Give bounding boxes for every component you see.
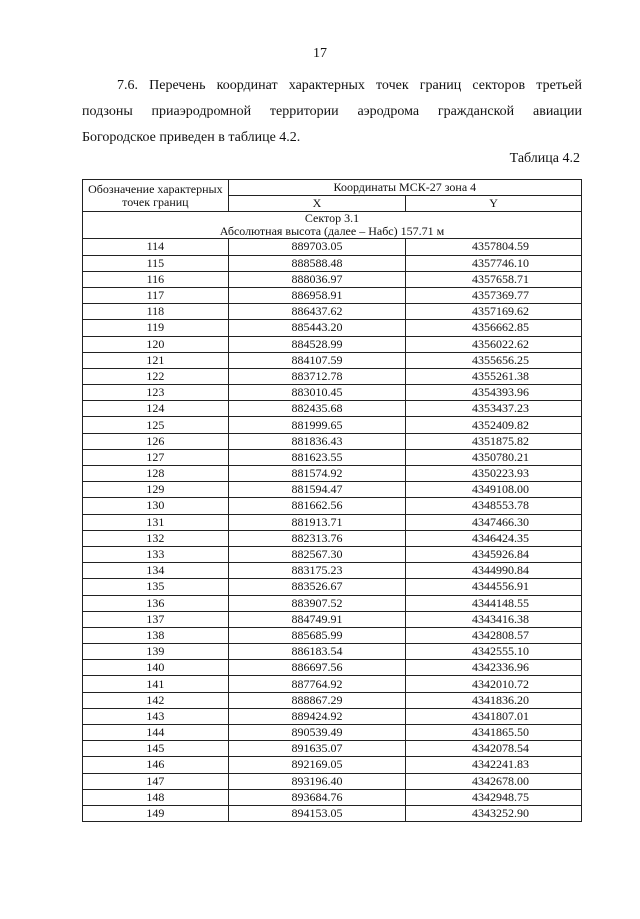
x-coordinate-cell: 889424.92 [228,708,406,724]
x-coordinate-cell: 882435.68 [228,401,406,417]
table-row [83,692,582,708]
x-coordinate-cell: 888588.48 [228,255,406,271]
y-coordinate-cell: 4356022.62 [406,336,582,352]
y-coordinate-cell: 4357369.77 [406,287,582,303]
point-cell: 140 [83,660,229,676]
table-row [83,530,582,546]
y-coordinate-cell: 4343416.38 [406,611,582,627]
table-row [83,725,582,741]
table-row [83,498,582,514]
point-cell: 128 [83,466,229,482]
point-cell: 122 [83,368,229,384]
y-coordinate-cell: 4342078.54 [406,741,582,757]
point-cell: 115 [83,255,229,271]
table-row [83,805,582,821]
x-coordinate-cell: 886697.56 [228,660,406,676]
point-cell: 127 [83,449,229,465]
x-coordinate-cell: 884107.59 [228,352,406,368]
y-coordinate-cell: 4350780.21 [406,449,582,465]
table-row [83,741,582,757]
table-row [83,579,582,595]
y-coordinate-cell: 4357746.10 [406,255,582,271]
table-row [83,627,582,643]
table-row [83,417,582,433]
x-coordinate-cell: 881594.47 [228,482,406,498]
paragraph-line: подзоны приаэродромной территории аэродрома гражданской авиации [82,104,582,119]
x-coordinate-cell: 892169.05 [228,757,406,773]
point-cell: 137 [83,611,229,627]
x-coordinate-cell: 883526.67 [228,579,406,595]
y-coordinate-cell: 4345926.84 [406,546,582,562]
table-body [83,212,582,822]
y-coordinate-cell: 4346424.35 [406,530,582,546]
x-coordinate-cell: 881574.92 [228,466,406,482]
table-row [83,773,582,789]
point-cell: 125 [83,417,229,433]
point-cell: 142 [83,692,229,708]
sector-title: Сектор 3.1 [304,211,360,226]
y-coordinate-cell: 4342948.75 [406,789,582,805]
y-coordinate-cell: 4341836.20 [406,692,582,708]
x-coordinate-cell: 881999.65 [228,417,406,433]
point-cell: 123 [83,385,229,401]
x-coordinate-cell: 887764.92 [228,676,406,692]
x-coordinate-cell: 881836.43 [228,433,406,449]
table-row [83,757,582,773]
x-coordinate-cell: 888867.29 [228,692,406,708]
y-coordinate-cell: 4355656.25 [406,352,582,368]
point-cell: 139 [83,644,229,660]
table-row [83,271,582,287]
y-coordinate-cell: 4342241.83 [406,757,582,773]
point-cell: 149 [83,805,229,821]
table-row [83,352,582,368]
table-row [83,676,582,692]
point-cell: 126 [83,433,229,449]
sector-cell [83,212,582,239]
y-coordinate-cell: 4347466.30 [406,514,582,530]
y-coordinate-cell: 4343252.90 [406,805,582,821]
table-row [83,514,582,530]
y-coordinate-cell: 4342336.96 [406,660,582,676]
table-row [83,368,582,384]
x-coordinate-cell: 886437.62 [228,304,406,320]
table-row [83,320,582,336]
point-cell: 129 [83,482,229,498]
table-row [83,287,582,303]
x-coordinate-cell: 893196.40 [228,773,406,789]
paragraph-line: Богородское приведен в таблице 4.2. [82,130,301,145]
x-column-header: X [228,196,406,212]
table-row [83,385,582,401]
y-coordinate-cell: 4357658.71 [406,271,582,287]
table-row [83,708,582,724]
sector-subtitle: Абсолютная высота (далее – Набс) 157.71 м [219,224,445,239]
y-coordinate-cell: 4354393.96 [406,385,582,401]
table-row [83,401,582,417]
y-coordinate-cell: 4356662.85 [406,320,582,336]
point-cell: 145 [83,741,229,757]
y-coordinate-cell: 4355261.38 [406,368,582,384]
table-row [83,433,582,449]
x-coordinate-cell: 886183.54 [228,644,406,660]
page-number: 17 [313,46,327,61]
table-row [83,644,582,660]
point-cell: 134 [83,563,229,579]
y-coordinate-cell: 4344990.84 [406,563,582,579]
y-coordinate-cell: 4351875.82 [406,433,582,449]
table-row [83,239,582,255]
y-coordinate-cell: 4341807.01 [406,708,582,724]
table-row [83,449,582,465]
point-cell: 135 [83,579,229,595]
point-cell: 146 [83,757,229,773]
point-cell: 114 [83,239,229,255]
y-coordinate-cell: 4349108.00 [406,482,582,498]
y-coordinate-cell: 4352409.82 [406,417,582,433]
point-cell: 132 [83,530,229,546]
y-coordinate-cell: 4344556.91 [406,579,582,595]
x-coordinate-cell: 890539.49 [228,725,406,741]
x-coordinate-cell: 881662.56 [228,498,406,514]
point-cell: 116 [83,271,229,287]
y-coordinate-cell: 4342010.72 [406,676,582,692]
table-row [83,304,582,320]
table-row [83,482,582,498]
y-coordinate-cell: 4350223.93 [406,466,582,482]
x-coordinate-cell: 884528.99 [228,336,406,352]
table-row [83,336,582,352]
table-row [83,563,582,579]
y-coordinate-cell: 4357804.59 [406,239,582,255]
point-cell: 121 [83,352,229,368]
x-coordinate-cell: 883712.78 [228,368,406,384]
y-coordinate-cell: 4342808.57 [406,627,582,643]
point-cell: 133 [83,546,229,562]
point-cell: 136 [83,595,229,611]
point-cell: 143 [83,708,229,724]
x-coordinate-cell: 889703.05 [228,239,406,255]
y-coordinate-cell: 4357169.62 [406,304,582,320]
x-coordinate-cell: 894153.05 [228,805,406,821]
table-row [83,546,582,562]
x-coordinate-cell: 885443.20 [228,320,406,336]
x-coordinate-cell: 883010.45 [228,385,406,401]
x-coordinate-cell: 891635.07 [228,741,406,757]
coordinates-table [82,179,582,822]
x-coordinate-cell: 882567.30 [228,546,406,562]
point-cell: 141 [83,676,229,692]
x-coordinate-cell: 883907.52 [228,595,406,611]
y-coordinate-cell: 4344148.55 [406,595,582,611]
x-coordinate-cell: 888036.97 [228,271,406,287]
y-coordinate-cell: 4353437.23 [406,401,582,417]
point-cell: 144 [83,725,229,741]
table-row [83,595,582,611]
y-coordinate-cell: 4342678.00 [406,773,582,789]
x-coordinate-cell: 885685.99 [228,627,406,643]
point-cell: 131 [83,514,229,530]
point-cell: 148 [83,789,229,805]
x-coordinate-cell: 893684.76 [228,789,406,805]
x-coordinate-cell: 882313.76 [228,530,406,546]
table-row [83,789,582,805]
point-cell: 119 [83,320,229,336]
x-coordinate-cell: 881913.71 [228,514,406,530]
table-row [83,466,582,482]
y-column-header: Y [406,196,582,212]
paragraph-line: 7.6. Перечень координат характерных точек границ секторов третьей [117,78,582,93]
x-coordinate-cell: 884749.91 [228,611,406,627]
table-row [83,255,582,271]
table-caption: Таблица 4.2 [509,151,580,166]
x-coordinate-cell: 881623.55 [228,449,406,465]
x-coordinate-cell: 886958.91 [228,287,406,303]
point-cell: 138 [83,627,229,643]
point-cell: 117 [83,287,229,303]
point-cell: 118 [83,304,229,320]
point-cell: 124 [83,401,229,417]
point-cell: 130 [83,498,229,514]
point-cell: 147 [83,773,229,789]
sector-row [83,212,582,239]
coordinates-column-header: Координаты МСК-27 зона 4 [228,180,581,196]
y-coordinate-cell: 4342555.10 [406,644,582,660]
table-row [83,611,582,627]
y-coordinate-cell: 4348553.78 [406,498,582,514]
y-coordinate-cell: 4341865.50 [406,725,582,741]
x-coordinate-cell: 883175.23 [228,563,406,579]
point-column-header: Обозначение характерных точек границ [83,180,229,212]
table-row [83,660,582,676]
point-cell: 120 [83,336,229,352]
